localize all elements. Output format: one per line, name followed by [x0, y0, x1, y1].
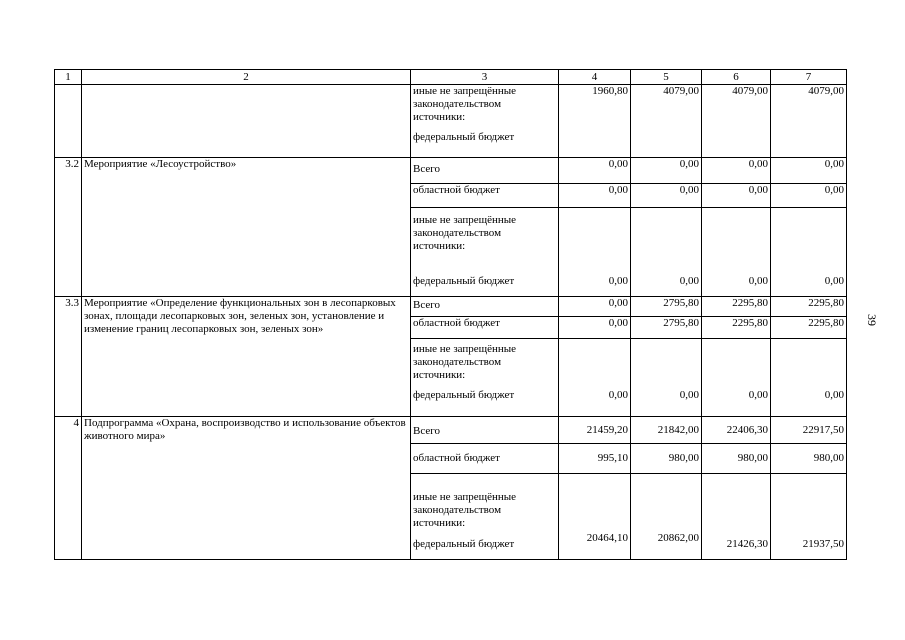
value-cell: 0,00 [631, 389, 702, 417]
source-total-label: Всего [411, 297, 559, 317]
row-name: Мероприятие «Определение функциональных зон в лесопарковых зонах, площади лесопарковых зон, зеленых зон, установление и изменение границ лесопарковых зон, зеленых зон» [82, 297, 411, 417]
value-cell: 0,00 [559, 389, 631, 417]
table-row [55, 85, 847, 158]
header-cell: 7 [771, 70, 847, 85]
value-cell [559, 339, 631, 389]
value-cell: 0,00 [702, 275, 771, 297]
value-cell: 0,00 [771, 184, 847, 208]
header-cell: 3 [411, 70, 559, 85]
value-cell: 4079,00 [702, 85, 771, 158]
value-cell [631, 474, 702, 530]
value-cell: 0,00 [559, 184, 631, 208]
row-number [55, 85, 82, 158]
value-cell [702, 474, 771, 530]
value-cell: 0,00 [559, 297, 631, 317]
source-total-label: Всего [411, 158, 559, 184]
value-cell: 22406,30 [702, 417, 771, 444]
value-cell: 21426,30 [702, 530, 771, 560]
source-other-cell [411, 208, 559, 275]
value-cell: 995,10 [559, 444, 631, 474]
source-other-cell [411, 474, 559, 530]
value-cell: 0,00 [702, 389, 771, 417]
table-header-row [55, 70, 847, 85]
value-cell: 0,00 [631, 184, 702, 208]
header-cell: 1 [55, 70, 82, 85]
value-cell: 0,00 [631, 275, 702, 297]
value-cell: 20464,10 [559, 530, 631, 560]
row-name: Подпрограмма «Охрана, воспроизводство и использование объектов животного мира» [82, 417, 411, 560]
value-cell: 21842,00 [631, 417, 702, 444]
value-cell: 980,00 [631, 444, 702, 474]
row-number: 4 [55, 417, 82, 560]
source-other-label: иные не запрещённые законодательством источники: [413, 343, 517, 381]
table-row [55, 158, 847, 184]
value-cell: 980,00 [702, 444, 771, 474]
value-cell: 1960,80 [559, 85, 631, 158]
budget-table [54, 69, 847, 560]
row-number: 3.3 [55, 297, 82, 417]
page-number: 39 [865, 314, 879, 326]
value-cell: 21459,20 [559, 417, 631, 444]
value-cell: 2795,80 [631, 317, 702, 339]
row-name: Мероприятие «Лесоустройство» [82, 158, 411, 297]
source-regional-label: областной бюджет [411, 444, 559, 474]
value-cell [702, 339, 771, 389]
source-federal-label: федеральный бюджет [413, 131, 515, 143]
value-cell [631, 339, 702, 389]
source-other-cell [411, 339, 559, 389]
value-cell: 21937,50 [771, 530, 847, 560]
value-cell: 0,00 [702, 158, 771, 184]
value-cell: 4079,00 [631, 85, 702, 158]
header-cell: 4 [559, 70, 631, 85]
value-cell: 0,00 [559, 158, 631, 184]
value-cell [771, 208, 847, 275]
value-cell: 2795,80 [631, 297, 702, 317]
row-number: 3.2 [55, 158, 82, 297]
source-regional-label: областной бюджет [411, 184, 559, 208]
value-cell [771, 474, 847, 530]
value-cell: 0,00 [631, 158, 702, 184]
header-cell: 6 [702, 70, 771, 85]
row-name [82, 85, 411, 158]
value-cell: 0,00 [702, 184, 771, 208]
value-cell: 4079,00 [771, 85, 847, 158]
source-total-label: Всего [411, 417, 559, 444]
source-other-label: иные не запрещённые законодательством источники: [413, 85, 517, 123]
value-cell: 0,00 [771, 158, 847, 184]
value-cell: 20862,00 [631, 530, 702, 560]
value-cell [631, 208, 702, 275]
value-cell [559, 474, 631, 530]
value-cell: 0,00 [771, 389, 847, 417]
value-cell [559, 208, 631, 275]
value-cell: 980,00 [771, 444, 847, 474]
value-cell [702, 208, 771, 275]
value-cell: 2295,80 [771, 297, 847, 317]
value-cell: 0,00 [559, 275, 631, 297]
source-federal-label: федеральный бюджет [411, 530, 559, 560]
header-cell: 2 [82, 70, 411, 85]
value-cell: 2295,80 [771, 317, 847, 339]
source-other-label: иные не запрещённые законодательством источники: [413, 214, 517, 252]
source-federal-label: федеральный бюджет [411, 389, 559, 417]
value-cell: 2295,80 [702, 317, 771, 339]
header-cell: 5 [631, 70, 702, 85]
value-cell: 0,00 [771, 275, 847, 297]
table-row [55, 297, 847, 317]
source-federal-label: федеральный бюджет [411, 275, 559, 297]
source-regional-label: областной бюджет [411, 317, 559, 339]
value-cell: 2295,80 [702, 297, 771, 317]
source-other-label: иные не запрещённые законодательством источники: [413, 490, 517, 529]
source-cell [411, 85, 559, 158]
table-row [55, 417, 847, 444]
value-cell: 0,00 [559, 317, 631, 339]
value-cell: 22917,50 [771, 417, 847, 444]
value-cell [771, 339, 847, 389]
